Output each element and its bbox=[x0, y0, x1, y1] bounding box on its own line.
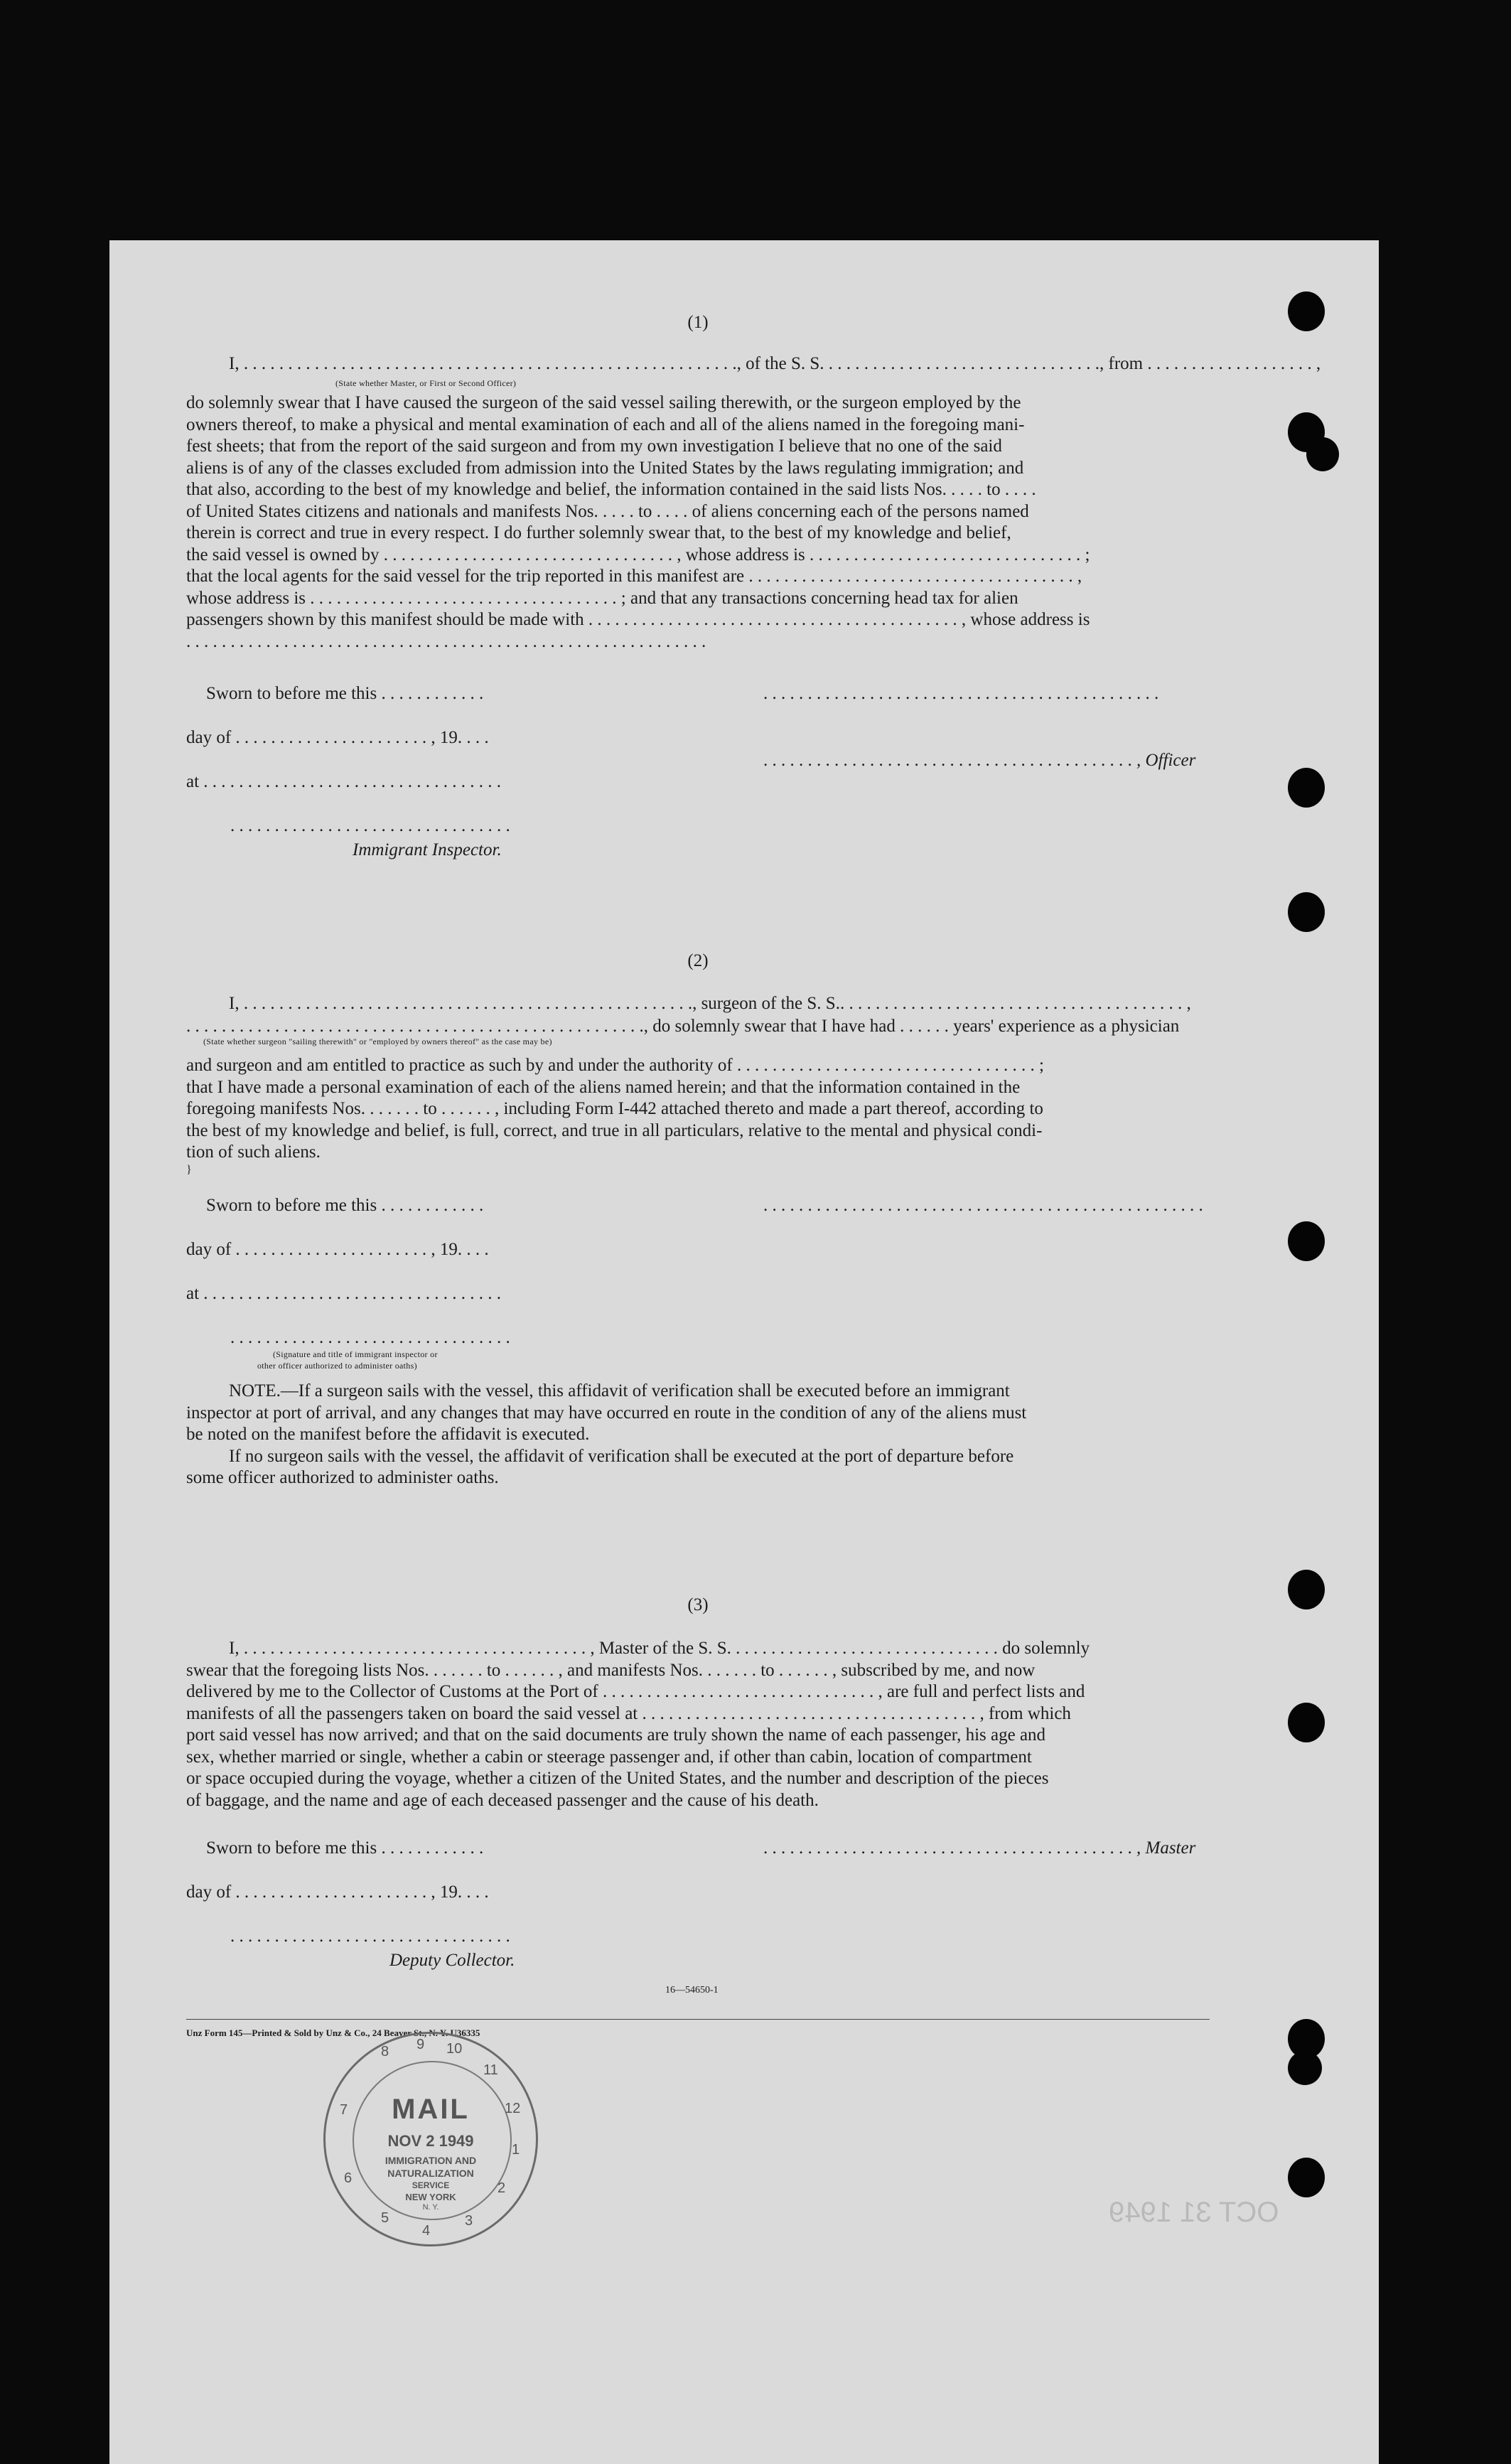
form-code: 16—54650-1 bbox=[665, 1985, 719, 1996]
oath-line: fest sheets; that from the report of the said surgeon and from my own investigation I believe that no one of the said bbox=[186, 436, 1002, 456]
day-of-label: day of bbox=[186, 1240, 232, 1259]
punch-hole bbox=[1288, 1570, 1325, 1609]
sworn-label: Sworn to before me this bbox=[206, 684, 377, 703]
oath-i: I, bbox=[229, 994, 240, 1013]
at-line: at . . . . . . . . . . . . . . . . . . . . . . . . . . . . . . . . . . bbox=[186, 772, 502, 791]
dot-leader: . . . . . . . . . . . . . . . . . . . , bbox=[1147, 354, 1321, 373]
section-1 bbox=[186, 313, 1321, 867]
dot-leader: . . . . . . . . . . . . . . . . . . . . . . . . . . . . . . . . . . . . . . . . . . . . . . . . . . . . bbox=[186, 1017, 644, 1036]
oath-line: manifests of all the passengers taken on board the said vessel at . . . . . . . . . . . . . . . . . . . . . . . . . . . . . . . . . . . . . . , from which bbox=[186, 1703, 1071, 1723]
stamp-ring-number: 12 bbox=[505, 2101, 521, 2116]
oath-line: foregoing manifests Nos. . . . . . . to . . . . . . , including Form I-442 attached thereto and made a part thereof, according to bbox=[186, 1099, 1043, 1118]
master-body bbox=[186, 1638, 1210, 1811]
section-3 bbox=[186, 1595, 1210, 1993]
oath-line: the said vessel is owned by . . . . . . . . . . . . . . . . . . . . . . . . . . . . . . . . . , whose address is . . . . . . . . . . . . . . . . . . . . . . . . . . . . . . . ; bbox=[186, 545, 1090, 564]
day-line: day of . . . . . . . . . . . . . . . . . . . . . . , 19. . . . bbox=[186, 1240, 489, 1259]
stamp-line: IMMIGRATION AND bbox=[385, 2155, 477, 2166]
oath-line: or space occupied during the voyage, whether a citizen of the United States, and the number and description of the pieces bbox=[186, 1769, 1049, 1788]
dot-leader: . . . . . . . . . . . . . . . . . . . . . . . . . . . . . . . bbox=[828, 354, 1100, 373]
section-number: (1) bbox=[687, 313, 709, 332]
from-label: , from bbox=[1099, 354, 1144, 373]
oath-line: swear that the foregoing lists Nos. . . . . . . to . . . . . . , and manifests Nos. . . . . . . to . . . . . . , subscribed by me, and now bbox=[186, 1660, 1036, 1680]
footer-rule bbox=[186, 2019, 1210, 2020]
note-line: some officer authorized to administer oaths. bbox=[186, 1468, 499, 1487]
oath-paragraph bbox=[186, 392, 1210, 653]
inspector-label: Immigrant Inspector. bbox=[353, 840, 502, 859]
sworn-line: Sworn to before me this . . . . . . . . . . . . bbox=[206, 1196, 484, 1215]
stamp-ring-number: 11 bbox=[483, 2062, 498, 2078]
surgeon-header-line bbox=[229, 994, 1210, 1014]
bleed-through-date: OCT 31 1949 bbox=[1109, 2197, 1279, 2228]
sworn-line: Sworn to before me this . . . . . . . . . . . . bbox=[206, 684, 484, 703]
oath-line: passengers shown by this manifest should be made with . . . . . . . . . . . . . . . . . . . . . . . . . . . . . . . . . . . . . . . . . . , whose address is bbox=[186, 610, 1090, 629]
day-of-label: day of bbox=[186, 728, 232, 747]
at-label: at bbox=[186, 772, 200, 791]
note-paragraph bbox=[186, 1381, 1210, 1489]
oath-line: tion of such aliens. bbox=[186, 1142, 321, 1162]
mail-received-stamp bbox=[323, 2032, 538, 2246]
oath-line: and surgeon and am entitled to practice as such by and under the authority of . . . . . . . . . . . . . . . . . . . . . . . . . . . . . . . . . . ; bbox=[186, 1056, 1044, 1075]
punch-hole bbox=[1306, 437, 1339, 471]
day-line: day of . . . . . . . . . . . . . . . . . . . . . . , 19. . . . bbox=[186, 1882, 489, 1902]
experience-text: , do solemnly swear that I have had . . . . . . years' experience as a physician bbox=[643, 1017, 1180, 1036]
deputy-signature-line: . . . . . . . . . . . . . . . . . . . . . . . . . . . . . . . . bbox=[230, 1927, 510, 1946]
note-block bbox=[186, 1381, 1210, 1489]
at-line: at . . . . . . . . . . . . . . . . . . . . . . . . . . . . . . . . . . bbox=[186, 1284, 502, 1303]
oath-line: of United States citizens and nationals and manifests Nos. . . . . to . . . . of aliens concerning each of the persons named bbox=[186, 501, 1029, 521]
stamp-line: SERVICE bbox=[412, 2180, 450, 2190]
punch-hole bbox=[1288, 1703, 1325, 1742]
stamp-ring-number: 3 bbox=[465, 2213, 473, 2229]
note-line: be noted on the manifest before the affidavit is executed. bbox=[186, 1425, 590, 1444]
printer-footer: Unz Form 145—Printed & Sold by Unz & Co., 24 Beaver St., N. Y. U36335 bbox=[186, 2028, 480, 2038]
sworn-label: Sworn to before me this bbox=[206, 1196, 377, 1215]
punch-hole bbox=[1288, 1221, 1325, 1261]
officer-rank-caption: (State whether Master, or First or Second Officer) bbox=[335, 378, 517, 388]
section-number: (2) bbox=[687, 951, 709, 970]
year-label: , 19 bbox=[431, 1882, 458, 1902]
section-2 bbox=[186, 951, 1210, 1506]
oath-i: I, bbox=[229, 354, 240, 373]
master-label: , Master bbox=[1136, 1838, 1196, 1858]
oath-line: whose address is . . . . . . . . . . . . . . . . . . . . . . . . . . . . . . . . . . . ; and that any transactions concerning head tax for alien bbox=[186, 588, 1018, 608]
day-of-label: day of bbox=[186, 1882, 232, 1902]
master-paragraph bbox=[186, 1638, 1210, 1811]
stamp-ring-number: 1 bbox=[512, 2142, 520, 2158]
section-number: (3) bbox=[687, 1595, 709, 1614]
stamp-ring-number: 2 bbox=[498, 2180, 506, 2196]
master-signature-line: . . . . . . . . . . . . . . . . . . . . . . . . . . . . . . . . . . . . . . . . . . , Master bbox=[763, 1838, 1196, 1858]
stamp-date: NOV 2 1949 bbox=[387, 2132, 474, 2150]
inspector-signature-line: . . . . . . . . . . . . . . . . . . . . . . . . . . . . . . . . bbox=[230, 816, 510, 835]
inspector-signature-line: . . . . . . . . . . . . . . . . . . . . . . . . . . . . . . . . bbox=[230, 1328, 510, 1347]
stamp-line: NEW YORK bbox=[405, 2192, 456, 2202]
oath-line: owners thereof, to make a physical and mental examination of each and all of the aliens named in the foregoing mani- bbox=[186, 414, 1025, 434]
punch-hole bbox=[1288, 2051, 1322, 2085]
signature-caption: (Signature and title of immigrant inspector or bbox=[273, 1349, 438, 1359]
punch-hole bbox=[1288, 892, 1325, 932]
surgeon-label: , surgeon of the S. S. bbox=[692, 994, 840, 1013]
oath-line: that also, according to the best of my knowledge and belief, the information contained in the said lists Nos. . . . . to . . . . bbox=[186, 480, 1036, 499]
oath-line: port said vessel has now arrived; and that on the said documents are truly shown the name of each passenger, his age and bbox=[186, 1725, 1046, 1745]
dot-leader: . . . . . . . . . . . . . . . . . . . . . . . . . . . . . . . . . . . . . . . . . . . . . . . . . . . bbox=[243, 994, 693, 1013]
oath-line: that the local agents for the said vessel for the trip reported in this manifest are . . . . . . . . . . . . . . . . . . . . . . . . . . . . . . . . . . . . . , bbox=[186, 567, 1082, 586]
oath-line: . . . . . . . . . . . . . . . . . . . . . . . . . . . . . . . . . . . . . . . . . . . . . . . . . . . . . . . . . . . bbox=[186, 631, 706, 651]
dot-leader: . . . . . . . . . . . . . . . . . . . . . . . . . . . . . . . . . . . . . . . . . . . . . . . . . . . . . . . . bbox=[243, 354, 737, 373]
signature-caption: other officer authorized to administer oaths) bbox=[257, 1361, 417, 1371]
stamp-ring-number: 6 bbox=[344, 2170, 353, 2186]
punch-hole bbox=[1288, 2158, 1325, 2197]
at-label: at bbox=[186, 1284, 200, 1303]
stamp-ring-number: 8 bbox=[381, 2044, 389, 2059]
year-label: , 19 bbox=[431, 1240, 458, 1259]
punch-hole bbox=[1288, 291, 1325, 331]
oath-line: aliens is of any of the classes excluded from admission into the United States by the laws regulating immigration; and bbox=[186, 458, 1024, 478]
oath-line: sex, whether married or single, whether a cabin or steerage passenger and, if other than cabin, location of compartment bbox=[186, 1747, 1032, 1767]
oath-line: delivered by me to the Collector of Customs at the Port of . . . . . . . . . . . . . . . . . . . . . . . . . . . . . . . , are full and perfect lists and bbox=[186, 1682, 1085, 1701]
stamp-ring-number: 10 bbox=[446, 2041, 463, 2057]
note-line: If no surgeon sails with the vessel, the affidavit of verification shall be executed at the port of departure before bbox=[229, 1446, 1014, 1466]
stamp-ring-number: 9 bbox=[416, 2037, 425, 2052]
day-line: day of . . . . . . . . . . . . . . . . . . . . . . , 19. . . . bbox=[186, 728, 489, 747]
signature-line: . . . . . . . . . . . . . . . . . . . . . . . . . . . . . . . . . . . . . . . . . . . . . . . . . . bbox=[763, 1196, 1203, 1215]
oath-line: I, . . . . . . . . . . . . . . . . . . . . . . . . . . . . . . . . . . . . . . . , Master of the S. S. . . . . . . . . . . . . . . . . . . . . . . . . . . . . . . do solemnly bbox=[229, 1639, 1090, 1658]
surgeon-body: and surgeon and am entitled to practice as such by and under the authority of . . . . . . . . . . . . . . . . . . . . . . . . . . . . . . . . . . ; that I have made a personal examination of each of the aliens named herein; and that the information contained in the foregoing manifests Nos. . . . . . . to . . . . . . , including Form I-442 attached thereto and made a part thereof, according to the best of my knowledge and belief, is full, correct, and true in all particulars, relative to the mental and physical condi- tion of such aliens. } bbox=[186, 1055, 1210, 1177]
oath-line: the best of my knowledge and belief, is full, correct, and true in all particulars, relative to the mental and physical condi- bbox=[186, 1120, 1043, 1140]
note-line: inspector at port of arrival, and any changes that may have occurred en route in the condition of any of the aliens must bbox=[186, 1403, 1027, 1423]
oath-header-line bbox=[229, 354, 1321, 374]
stamp-ring-number: 5 bbox=[381, 2210, 389, 2226]
surgeon-type-caption: (State whether surgeon "sailing therewith" or "employed by owners thereof" as the case may be) bbox=[203, 1037, 552, 1046]
stamp-mail: MAIL bbox=[392, 2094, 470, 2125]
sworn-line: Sworn to before me this . . . . . . . . . . . . bbox=[206, 1838, 484, 1858]
punch-hole bbox=[1288, 768, 1325, 808]
signature-line: . . . . . . . . . . . . . . . . . . . . . . . . . . . . . . . . . . . . . . . . . . . . . bbox=[763, 684, 1159, 703]
surgeon-second-line bbox=[186, 1017, 1179, 1037]
ship-label: , of the S. S. bbox=[736, 354, 824, 373]
officer-label: , Officer bbox=[1136, 751, 1196, 770]
oath-line: do solemnly swear that I have caused the surgeon of the said vessel sailing therewith, or the surgeon employed by the bbox=[186, 393, 1021, 412]
oath-body bbox=[186, 392, 1210, 653]
surgeon-paragraph bbox=[186, 1055, 1210, 1164]
stamp-line: N. Y. bbox=[422, 2203, 439, 2212]
year-label: , 19 bbox=[431, 728, 458, 747]
oath-line: therein is correct and true in every respect. I do further solemnly swear that, to the best of my knowledge and belief, bbox=[186, 523, 1011, 542]
officer-line: . . . . . . . . . . . . . . . . . . . . . . . . . . . . . . . . . . . . . . . . . . , Officer bbox=[763, 751, 1196, 770]
sworn-label: Sworn to before me this bbox=[206, 1838, 377, 1858]
stamp-ring-number: 4 bbox=[422, 2223, 431, 2239]
dot-leader: . . . . . . . . . . . . . . . . . . . . . . . . . . . . . . . . . . . . . . . , bbox=[839, 994, 1191, 1013]
stamp-line: NATURALIZATION bbox=[387, 2168, 474, 2179]
oath-line: of baggage, and the name and age of each deceased passenger and the cause of his death. bbox=[186, 1790, 819, 1810]
stamp-ring-number: 7 bbox=[340, 2102, 348, 2118]
deputy-label: Deputy Collector. bbox=[389, 1951, 515, 1970]
oath-line: that I have made a personal examination of each of the aliens named herein; and that the information contained in the bbox=[186, 1077, 1021, 1097]
note-line: NOTE.—If a surgeon sails with the vessel, this affidavit of verification shall be executed before an immigrant bbox=[229, 1381, 1010, 1400]
